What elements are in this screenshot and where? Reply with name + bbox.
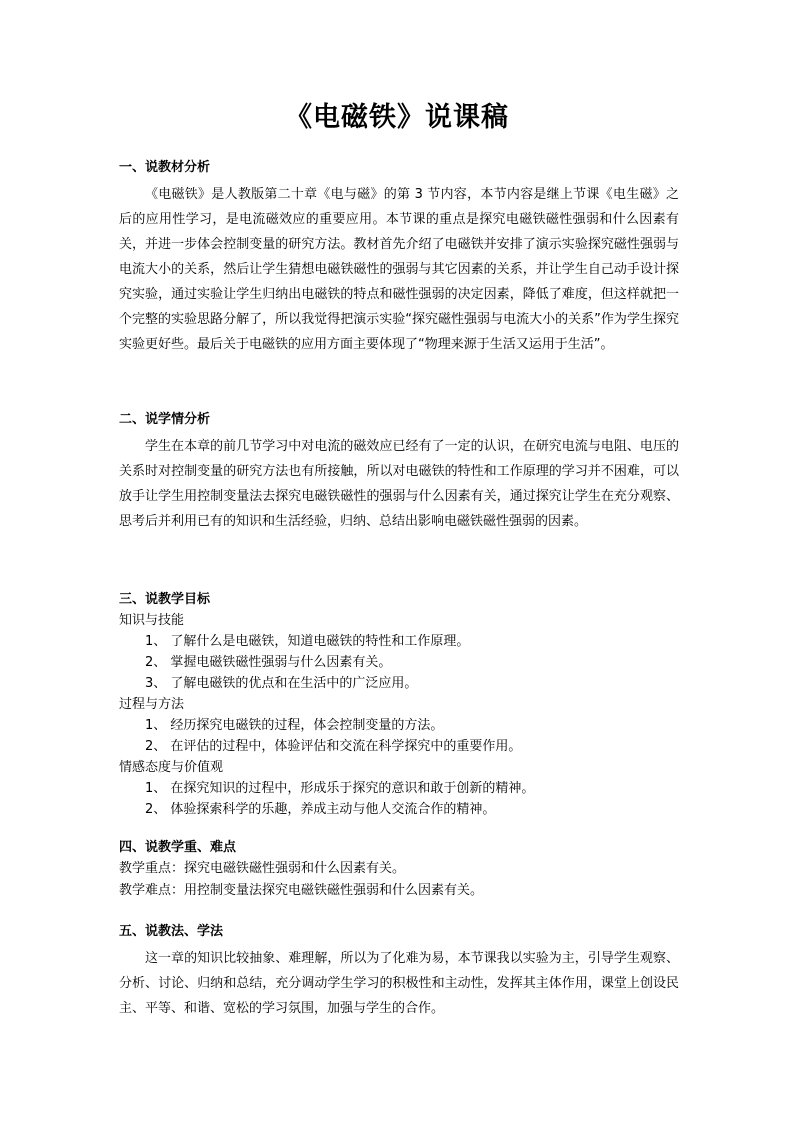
section-student-analysis bbox=[119, 410, 679, 534]
section-teaching-methods bbox=[119, 922, 679, 1021]
section-paragraph: 《电磁铁》是人教版第二十章《电与磁》的第 3 节内容，本节内容是继上节课《电生磁》之后的应用性学习，是电流磁效应的重要应用。本节课的重点是探究电磁铁磁性强弱和什么因素有关，并进一步体会控制变量的研究方法。教材首先介绍了电磁铁并安排了演示实验探究磁性强弱与电流大小的关系，然后让学生猜想电磁铁磁性的强弱与其它因素的关系，并让学生自己动手设计探究实验，通过实验让学生归纳出电磁铁的特点和磁性强弱的决定因素，降低了难度，但这样就把一个完整的实验思路分解了，所以我觉得把演示实验“探究磁性强弱与电流大小的关系”作为学生探究实验更好些。最后关于电磁铁的应用方面主要体现了“物理来源于生活又运用于生活”。 bbox=[119, 187, 679, 352]
goal-item: 3、 了解电磁铁的优点和在生活中的广泛应用。 bbox=[145, 676, 418, 691]
section-heading: 一、说教材分析 bbox=[119, 160, 211, 175]
goal-item: 2、 掌握电磁铁磁性强弱与什么因素有关。 bbox=[145, 655, 392, 670]
section-heading: 五、说教法、学法 bbox=[119, 924, 224, 939]
section-teaching-goals bbox=[119, 590, 679, 820]
goal-item: 2、 体验探索科学的乐趣，养成主动与他人交流合作的精神。 bbox=[145, 802, 496, 817]
section-heading: 二、说学情分析 bbox=[119, 412, 211, 427]
page-title: 《电磁铁》说课稿 bbox=[285, 102, 509, 133]
goal-item: 1、 在探究知识的过程中，形成乐于探究的意识和敢于创新的精神。 bbox=[145, 781, 535, 796]
section-paragraph: 学生在本章的前几节学习中对电流的磁效应已经有了一定的认识，在研究电流与电阻、电压的关系时对控制变量的研究方法也有所接触，所以对电磁铁的特性和工作原理的学习并不困难，可以放手让学生用控制变量法去探究电磁铁磁性的强弱与什么因素有关，通过探究让学生在充分观察、思考后并利用已有的知识和生活经验，归纳、总结出影响电磁铁磁性强弱的因素。 bbox=[119, 439, 679, 529]
section-heading: 三、说教学目标 bbox=[119, 592, 211, 607]
goal-group-label: 情感态度与价值观 bbox=[119, 760, 224, 775]
section-paragraph: 这一章的知识比较抽象、难理解，所以为了化难为易，本节课我以实验为主，引导学生观察、分析、讨论、归纳和总结，充分调动学生学习的积极性和主动性，发挥其主体作用，课堂上创设民主、平等、和谐、宽松的学习氛围，加强与学生的合作。 bbox=[119, 951, 679, 1016]
goal-item: 2、 在评估的过程中，体验评估和交流在科学探究中的重要作用。 bbox=[145, 739, 522, 754]
goal-group-label: 过程与方法 bbox=[119, 697, 185, 712]
goal-item: 1、 经历探究电磁铁的过程，体会控制变量的方法。 bbox=[145, 718, 444, 733]
goal-group-label: 知识与技能 bbox=[119, 613, 185, 628]
section-heading: 四、说教学重、难点 bbox=[119, 840, 237, 855]
difficult-point: 教学难点：用控制变量法探究电磁铁磁性强弱和什么因素有关。 bbox=[119, 883, 484, 898]
goal-item: 1、 了解什么是电磁铁，知道电磁铁的特性和工作原理。 bbox=[145, 634, 470, 649]
section-key-points bbox=[119, 838, 679, 902]
key-point: 教学重点：探究电磁铁磁性强弱和什么因素有关。 bbox=[119, 861, 406, 876]
section-textbook-analysis bbox=[119, 158, 679, 357]
